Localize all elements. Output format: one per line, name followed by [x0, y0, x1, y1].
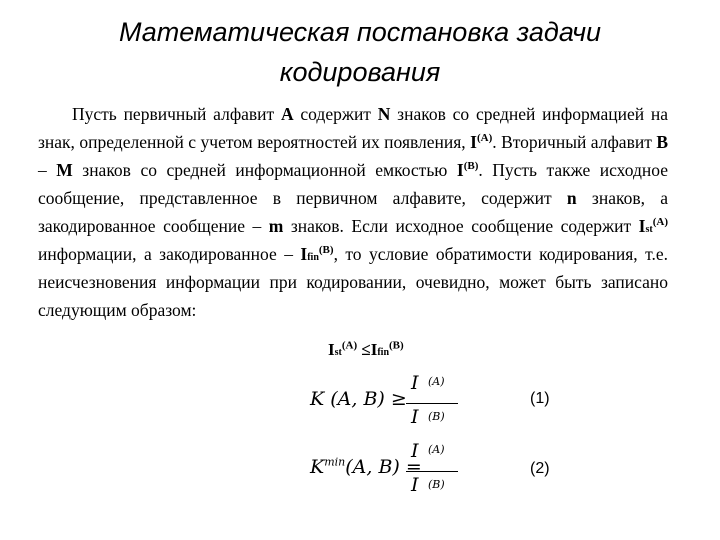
subscript: st	[645, 224, 653, 235]
body-text: информации, а закодированное –	[38, 244, 301, 264]
superscript: (A)	[476, 132, 493, 145]
title-line-2: кодирования	[279, 57, 441, 87]
body-text: содержит	[293, 104, 378, 124]
symbol-A: A	[280, 104, 294, 124]
formula-lhs-rest: (A, B) =	[345, 456, 422, 478]
fraction-denominator: I	[411, 406, 419, 428]
numerator-superscript: (A)	[428, 443, 445, 456]
formula-1	[310, 372, 470, 432]
symbol-n: n	[566, 188, 577, 208]
title-line-1: Математическая постановка задачи	[118, 17, 602, 47]
denominator-superscript: (B)	[428, 410, 445, 423]
body-text: . Вторичный алфавит	[492, 132, 657, 152]
symbol-I: I	[470, 132, 477, 152]
numerator-superscript: (A)	[428, 375, 445, 388]
formula-lhs	[310, 456, 422, 478]
equation-number-1: (1)	[530, 390, 550, 407]
operator: ≤I	[357, 340, 378, 359]
formula-lhs: K (A, B) ≥	[310, 388, 407, 410]
subscript: fin	[377, 347, 390, 358]
subscript: fin	[307, 252, 319, 263]
body-text: знаков со средней информационной емкостью	[72, 160, 457, 180]
fraction-bar	[406, 403, 458, 404]
superscript: (A)	[341, 339, 358, 352]
body-text: знаков со средней информацией на знак, определенной с учетом вероятностей их появления,	[38, 104, 668, 152]
symbol-I: I	[456, 160, 464, 180]
superscript: (B)	[389, 339, 404, 352]
denominator-superscript: (B)	[428, 478, 445, 491]
body-text: Пусть первичный алфавит	[72, 104, 281, 124]
body-paragraph	[38, 100, 668, 324]
symbol-I: I	[328, 340, 335, 359]
subscript: st	[334, 347, 342, 358]
fraction-numerator: I	[411, 372, 419, 394]
fraction-numerator: I	[411, 440, 419, 462]
formula-2	[310, 440, 470, 500]
superscript: (B)	[463, 160, 479, 173]
symbol-I: I	[638, 216, 646, 236]
k-symbol: K	[310, 456, 325, 478]
body-text: . Пусть также исходное сообщение, представленное в первичном алфавите, содержит	[38, 160, 668, 208]
fraction-denominator: I	[411, 474, 419, 496]
fraction-bar	[406, 471, 458, 472]
body-text: знаков. Если исходное сообщение содержит	[283, 216, 639, 236]
symbol-B: B	[656, 132, 669, 152]
body-text: –	[38, 160, 57, 180]
page-title	[0, 12, 720, 92]
inequality	[328, 340, 404, 360]
symbol-N: N	[377, 104, 391, 124]
body-text: , то условие обратимости кодирования, т.е. неисчезновения информации при кодировании, очевидно, может быть записано следующим образом:	[38, 244, 668, 320]
symbol-m: m	[268, 216, 284, 236]
equation-number-2: (2)	[530, 460, 550, 477]
min-superscript: min	[324, 455, 346, 469]
superscript: (A)	[652, 216, 668, 229]
superscript: (B)	[318, 244, 334, 257]
symbol-I: I	[300, 244, 308, 264]
symbol-M: M	[56, 160, 73, 180]
body-text: знаков, а закодированное сообщение –	[38, 188, 668, 236]
